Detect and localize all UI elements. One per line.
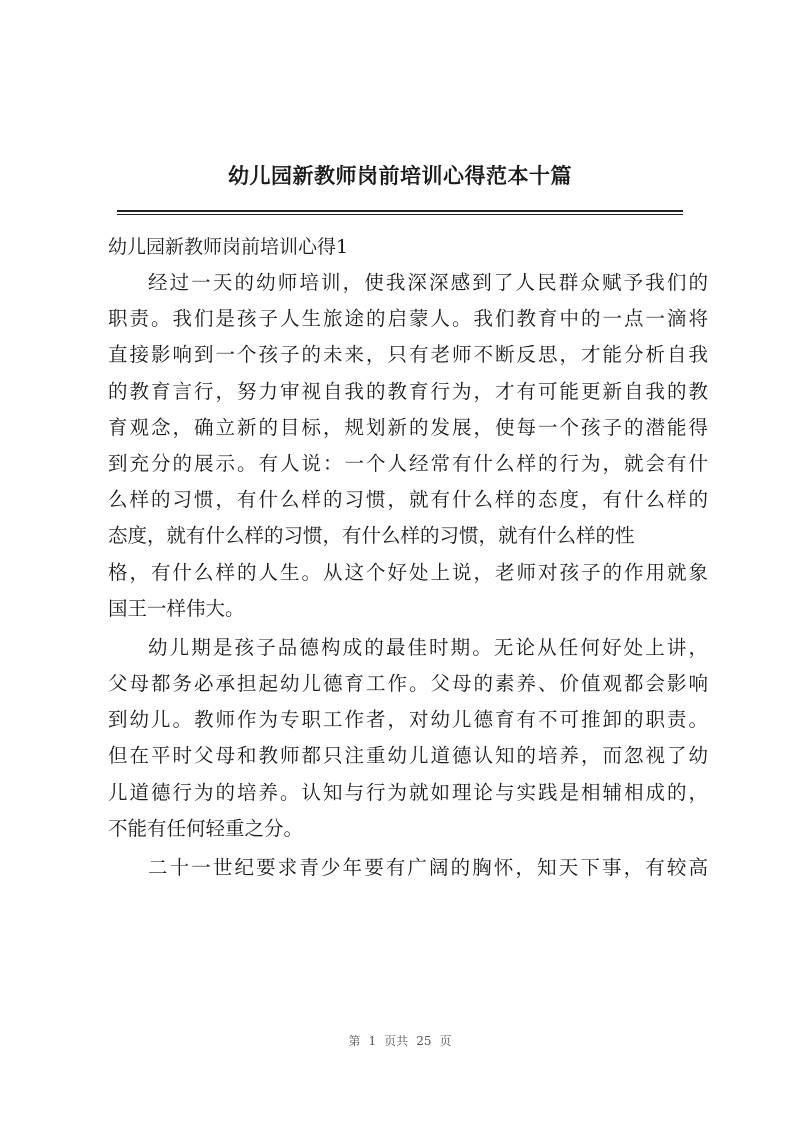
paragraph-line: 二十一世纪要求青少年要有广阔的胸怀，知天下事，有较高: [148, 856, 708, 879]
paragraph-line: 么样的习惯，有什么样的习惯，就有什么样的态度，有什么样的: [108, 488, 708, 512]
paragraph-line: 不能有任何轻重之分。: [108, 816, 304, 840]
paragraph-line: 职责。我们是孩子人生旅途的启蒙人。我们教育中的一点一滴将: [108, 307, 708, 331]
paragraph-line: 但在平时父母和教师都只注重幼儿道德认知的培养，而忽视了幼: [108, 744, 708, 768]
paragraph-line: 到充分的展示。有人说：一个人经常有什么样的行为，就会有什: [108, 451, 708, 475]
footer-label-end: 页: [439, 1034, 452, 1048]
title-divider-thin: [117, 214, 683, 215]
paragraph-line: 国王一样伟大。: [108, 596, 245, 620]
footer-total-pages: 25: [416, 1034, 432, 1048]
paragraph-line: 育观念，确立新的目标，规划新的发展，使每一个孩子的潜能得: [108, 415, 708, 439]
paragraph-2: [108, 630, 708, 847]
paragraph-line: 直接影响到一个孩子的未来，只有老师不断反思，才能分析自我: [108, 343, 708, 367]
footer-current-page: 1: [368, 1034, 377, 1048]
paragraph-line: 态度，就有什么样的习惯，有什么样的习惯，就有什么样的性: [108, 524, 635, 548]
footer-label-of: 页共: [384, 1034, 409, 1048]
paragraph-line: 格，有什么样的人生。从这个好处上说，老师对孩子的作用就象: [108, 560, 708, 584]
paragraph-line: 经过一天的幼师培训，使我深深感到了人民群众赋予我们的: [148, 271, 708, 294]
title-divider: [117, 210, 683, 212]
paragraph-1: [108, 265, 708, 627]
paragraph-line: 父母都务必承担起幼儿德育工作。父母的素养、价值观都会影响: [108, 672, 708, 696]
page-title: 幼儿园新教师岗前培训心得范本十篇: [228, 163, 572, 188]
page-footer: [0, 1032, 800, 1049]
document-body: [108, 229, 708, 886]
footer-label-page: 第: [348, 1034, 361, 1048]
section-heading: 幼儿园新教师岗前培训心得1: [108, 236, 349, 258]
paragraph-line: 到幼儿。教师作为专职工作者，对幼儿德育有不可推卸的职责。: [108, 708, 708, 732]
paragraph-3: [108, 850, 708, 886]
paragraph-line: 儿道德行为的培养。认知与行为就如理论与实践是相辅相成的，: [108, 780, 708, 804]
paragraph-line: 幼儿期是孩子品德构成的最佳时期。无论从任何好处上讲，: [148, 635, 708, 659]
paragraph-line: 的教育言行，努力审视自我的教育行为，才有可能更新自我的教: [108, 379, 708, 403]
